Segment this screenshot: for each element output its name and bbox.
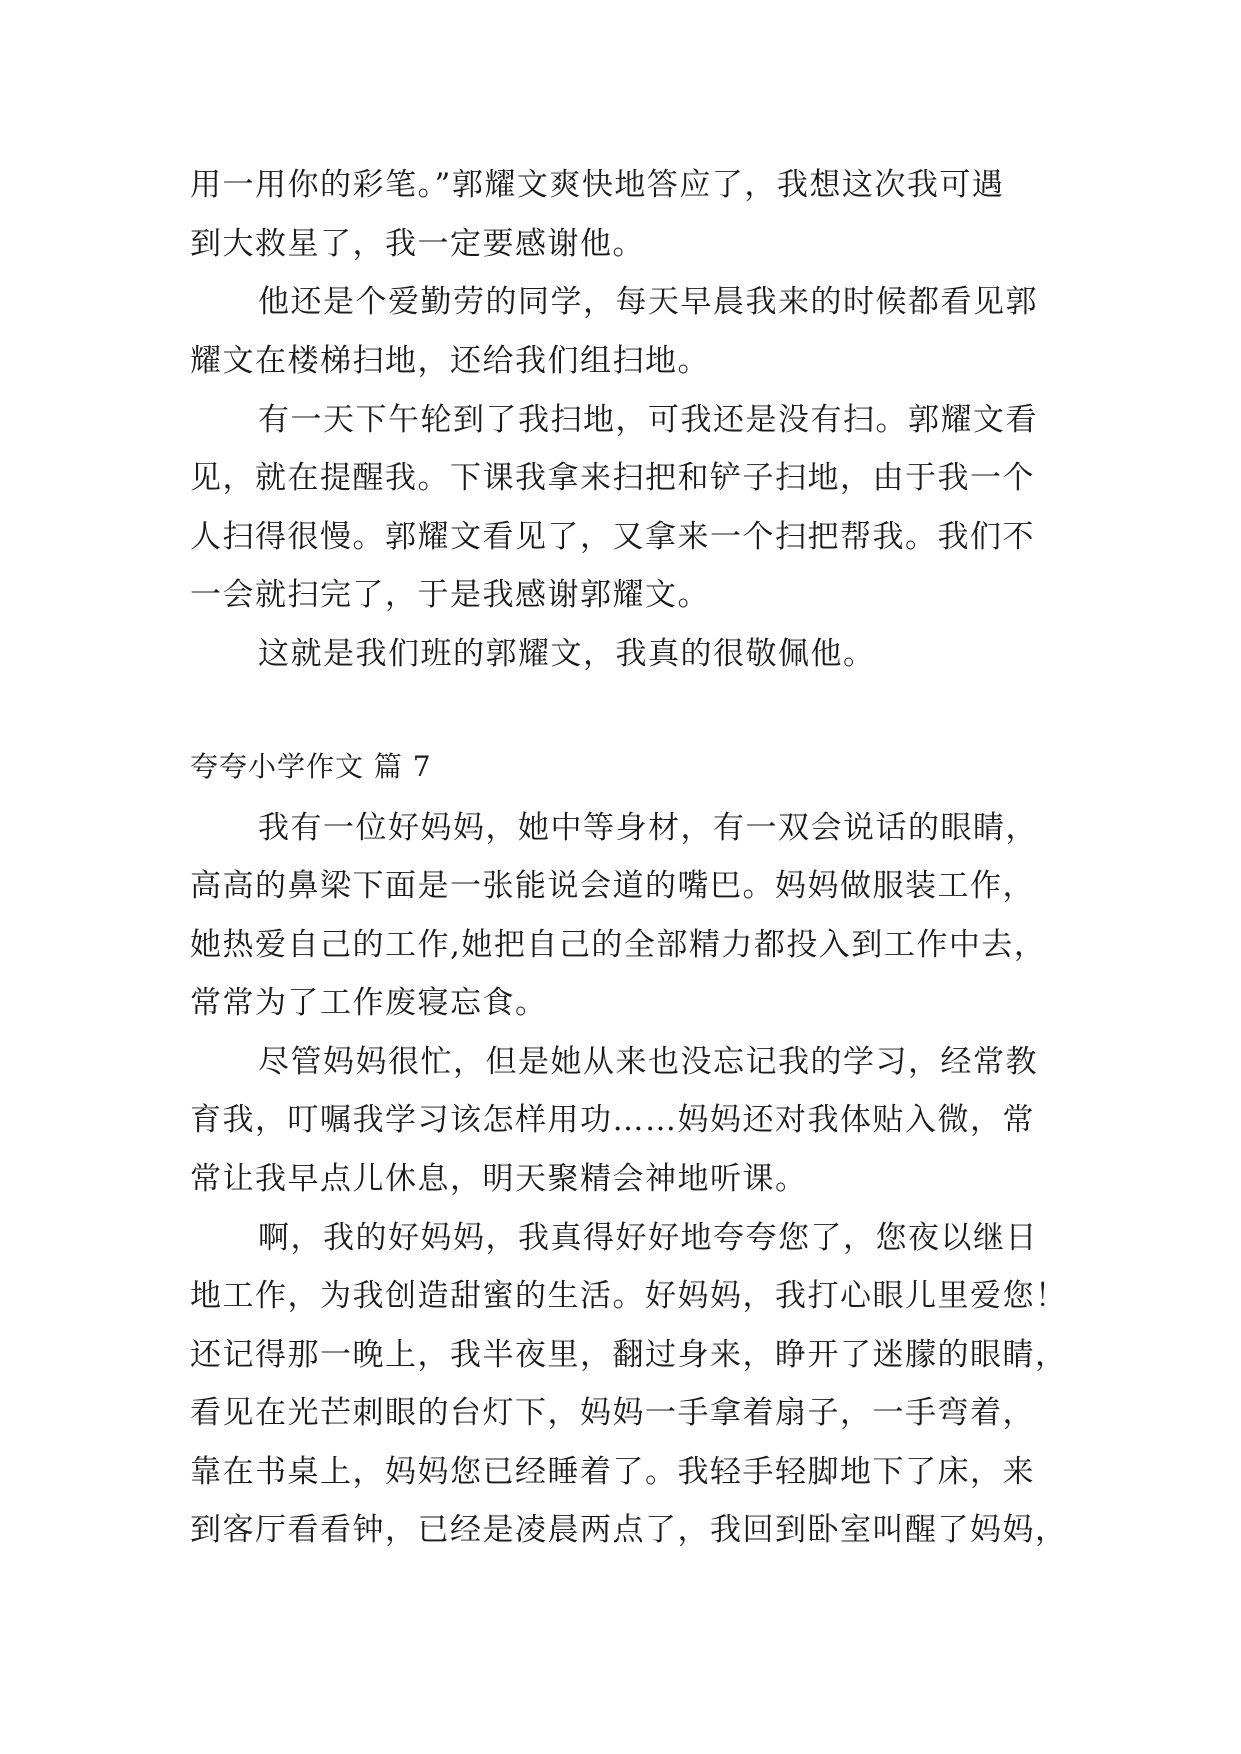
- paragraph-line: 我有一位好妈妈，她中等身材，有一双会说话的眼睛，: [258, 810, 1038, 846]
- paragraph-line: 有一天下午轮到了我扫地，可我还是没有扫。郭耀文看: [258, 402, 1038, 438]
- paragraph-line: 人扫得很慢。郭耀文看见了，又拿来一个扫把帮我。我们不: [190, 519, 1035, 555]
- paragraph-line: 地工作，为我创造甜蜜的生活。好妈妈，我打心眼儿里爱您！: [190, 1278, 1068, 1314]
- paragraph-line: 靠在书桌上，妈妈您已经睡着了。我轻手轻脚地下了床，来: [190, 1454, 1035, 1490]
- paragraph-line: 一会就扫完了，于是我感谢郭耀文。: [190, 577, 710, 613]
- paragraph-line: 到大救星了，我一定要感谢他。: [190, 226, 645, 262]
- paragraph-line: 常常为了工作废寝忘食。: [190, 985, 548, 1021]
- paragraph-line: 这就是我们班的郭耀文，我真的很敬佩他。: [258, 636, 876, 672]
- paragraph-line: 高高的鼻梁下面是一张能说会道的嘴巴。妈妈做服装工作，: [190, 868, 1035, 904]
- paragraph-line: 看见在光芒刺眼的台灯下，妈妈一手拿着扇子，一手弯着，: [190, 1395, 1035, 1431]
- paragraph-line: 育我，叮嘱我学习该怎样用功……妈妈还对我体贴入微，常: [190, 1102, 1035, 1138]
- section-title: 夸夸小学作文 篇 7: [190, 750, 432, 783]
- paragraph-line: 他还是个爱勤劳的同学，每天早晨我来的时候都看见郭: [258, 284, 1038, 320]
- paragraph-line: 尽管妈妈很忙，但是她从来也没忘记我的学习，经常教: [258, 1044, 1038, 1080]
- paragraph-line: 见，就在提醒我。下课我拿来扫把和铲子扫地，由于我一个: [190, 460, 1035, 496]
- paragraph-line: 她热爱自己的工作,她把自己的全部精力都投入到工作中去，: [190, 927, 1047, 963]
- paragraph-line: 到客厅看看钟，已经是凌晨两点了，我回到卧室叫醒了妈妈，: [190, 1512, 1068, 1548]
- paragraph-line: 常让我早点儿休息，明天聚精会神地听课。: [190, 1161, 808, 1197]
- paragraph-line: 用一用你的彩笔。”郭耀文爽快地答应了，我想这次我可遇: [190, 167, 1005, 203]
- paragraph-line: 还记得那一晚上，我半夜里，翻过身来，睁开了迷朦的眼睛，: [190, 1337, 1068, 1373]
- paragraph-line: 耀文在楼梯扫地，还给我们组扫地。: [190, 343, 710, 379]
- paragraph-line: 啊，我的好妈妈，我真得好好地夸夸您了，您夜以继日: [258, 1220, 1038, 1256]
